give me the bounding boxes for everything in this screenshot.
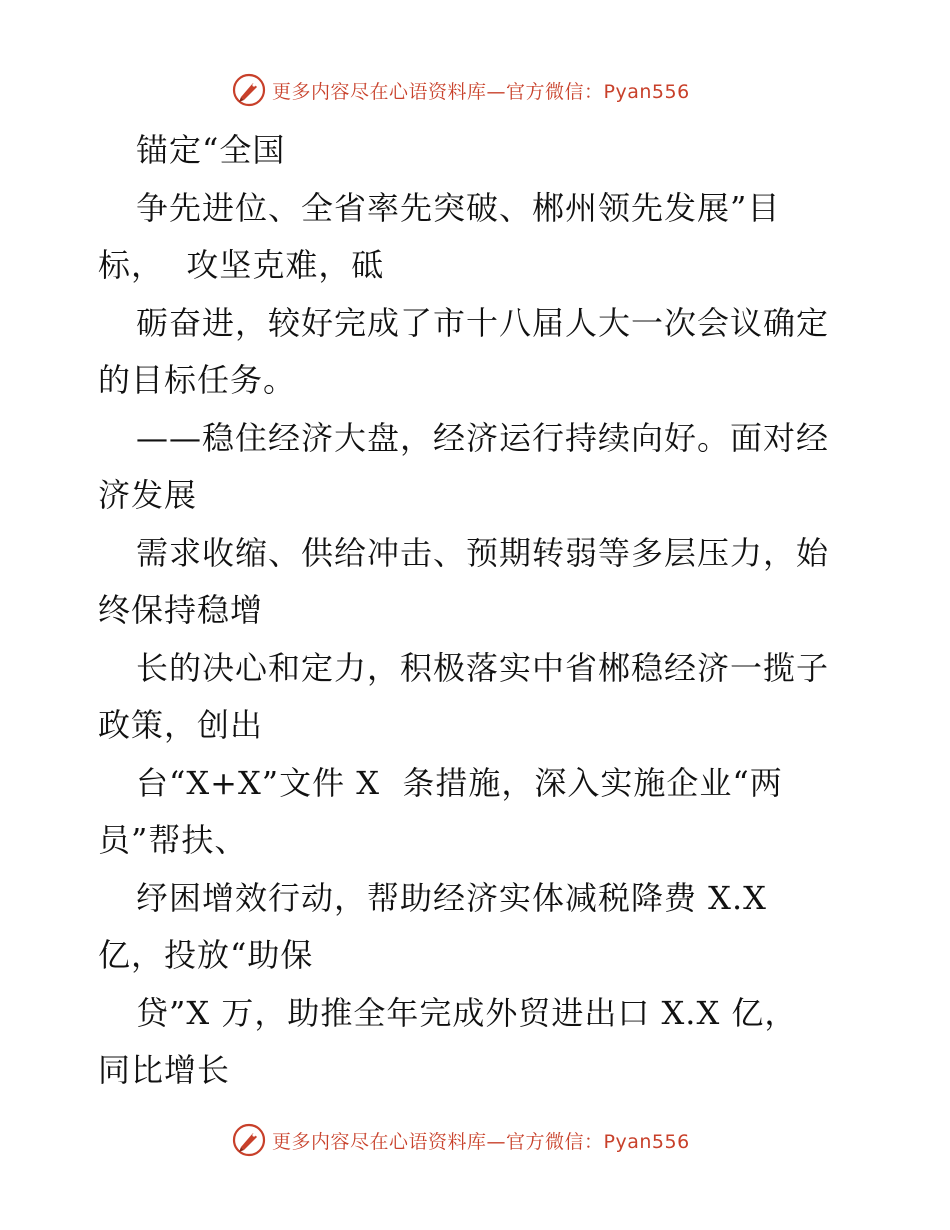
- header-watermark: [232, 72, 752, 108]
- watermark-text: 更多内容尽在心语资料库—官方微信：Pyan556: [272, 1130, 690, 1153]
- document-body: [98, 122, 858, 1100]
- text-line: 的目标任务。: [98, 361, 297, 399]
- text-line: 终保持稳增: [98, 591, 264, 629]
- text-line: 台“X+X”文件 X 条措施，深入实施企业“两: [136, 763, 783, 802]
- text-line: 贷”X 万，助推全年完成外贸进出口 X.X 亿，: [136, 993, 798, 1032]
- text-line: 需求收缩、供给冲击、预期转弱等多层压力，始: [136, 533, 830, 572]
- text-line: 砺奋进，较好完成了市十八届人大一次会议确定: [136, 303, 830, 342]
- text-line: ——稳住经济大盘，经济运行持续向好。面对经: [136, 418, 830, 457]
- text-line: 长的决心和定力，积极落实中省郴稳经济一揽子: [136, 648, 830, 687]
- text-line: 济发展: [98, 476, 198, 514]
- pen-nib-logo-icon: [232, 1123, 266, 1157]
- watermark-text: 更多内容尽在心语资料库—官方微信：Pyan556: [272, 80, 690, 103]
- pen-nib-logo-icon: [232, 73, 266, 107]
- text-line: 亿，投放“助保: [98, 936, 314, 974]
- text-line: 锚定“全国: [136, 131, 286, 169]
- text-line: 政策，创出: [98, 706, 264, 744]
- text-line: 同比增长: [98, 1051, 231, 1089]
- text-line: 纾困增效行动，帮助经济实体减税降费 X.X: [136, 878, 767, 917]
- footer-watermark: [232, 1122, 752, 1158]
- text-line: 争先进位、全省率先突破、郴州领先发展”目: [136, 188, 781, 227]
- text-line: 员”帮扶、: [98, 821, 248, 859]
- text-line: 标， 攻坚克难，砥: [98, 246, 385, 284]
